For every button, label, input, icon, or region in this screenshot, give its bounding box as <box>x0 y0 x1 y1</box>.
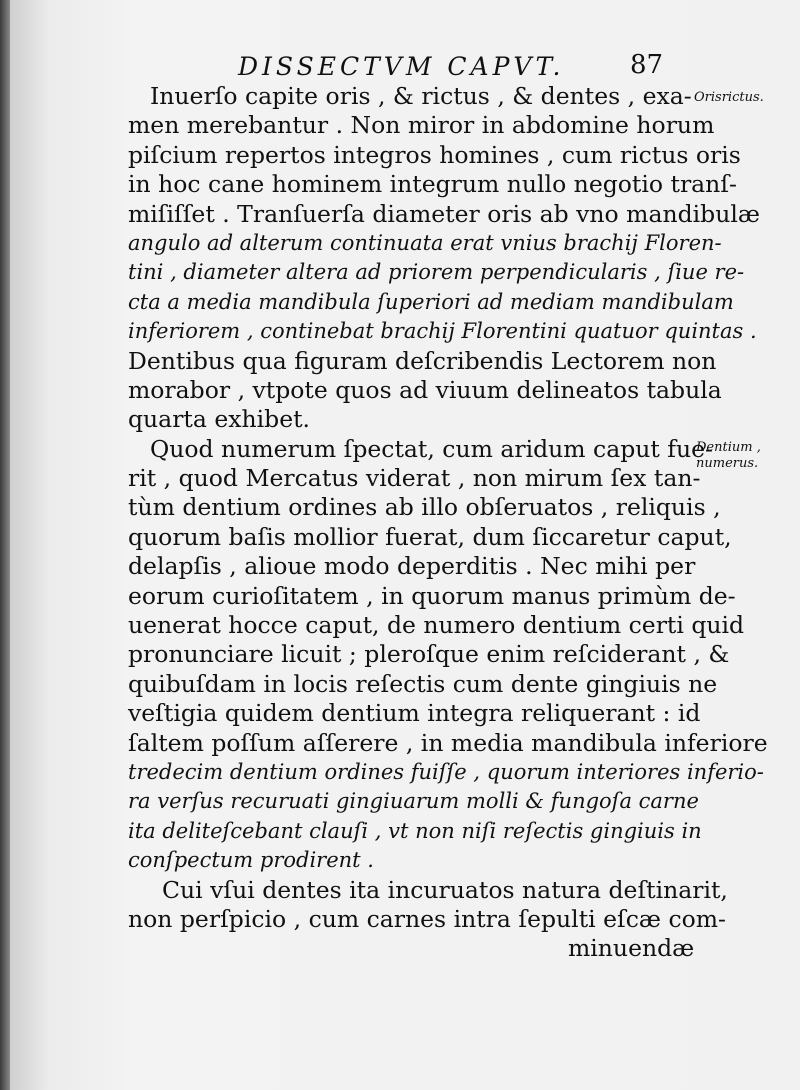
margin-note-line: Dentium , <box>696 440 761 455</box>
text-line: in hoc cane hominem integrum nullo negotio tranſ- <box>128 170 737 199</box>
text-line: quorum baſis mollior fuerat, dum ſiccaretur caput, <box>128 522 732 551</box>
page-number: 87 <box>630 50 664 80</box>
book-page <box>10 0 800 1090</box>
text-line: conſpectum prodirent . <box>128 848 374 873</box>
text-line: ita deliteſcebant clauſi , vt non niſi reſectis gingiuis in <box>128 818 702 843</box>
text-line: eorum curioſitatem , in quorum manus primùm de- <box>128 581 736 610</box>
running-title: DISSECTVM CAPVT. <box>238 52 565 81</box>
text-line: ſaltem poſſum aſſerere , in media mandibula inferiore <box>128 728 768 757</box>
text-line: veſtigia quidem dentium integra reliquerant : id <box>128 699 701 728</box>
text-line: angulo ad alterum continuata erat vnius brachij Floren- <box>128 230 722 255</box>
text-line: men merebantur . Non miror in abdomine horum <box>128 111 715 140</box>
margin-note-line: numerus. <box>696 456 759 471</box>
text-line: quarta exhibet. <box>128 405 311 434</box>
text-line: miſiſſet . Tranſuerſa diameter oris ab vno mandibulæ <box>128 199 760 228</box>
text-line: uenerat hocce caput, de numero dentium certi quid <box>128 611 745 640</box>
text-line: minuendæ <box>568 934 695 963</box>
margin-note-dentium-numerus <box>696 440 761 472</box>
text-line: morabor , vtpote quos ad viuum delineatos tabula <box>128 375 722 404</box>
text-line: Quod numerum ſpectat, cum aridum caput fue- <box>150 434 713 463</box>
text-line: tini , diameter altera ad priorem perpendicularis , ſiue re- <box>128 260 745 285</box>
text-line: rit , quod Mercatus viderat , non mirum ſex tan- <box>128 464 701 493</box>
text-line: Cui vſui dentes ita incuruatos natura deſtinarit, <box>162 875 728 904</box>
text-line: Dentibus qua figuram deſcribendis Lectorem non <box>128 346 717 375</box>
text-line: non perſpicio , cum carnes intra ſepulti eſcæ com- <box>128 904 726 933</box>
text-line: Inuerſo capite oris , & rictus , & dentes , exa- <box>150 82 692 110</box>
text-line: piſcium repertos integros homines , cum rictus oris <box>128 140 741 169</box>
text-line: inferiorem , continebat brachij Florentini quatuor quintas . <box>128 319 757 344</box>
running-header <box>238 52 678 81</box>
margin-note-oris-rictus: Orisrictus. <box>694 90 764 105</box>
text-line: tredecim dentium ordines fuiſſe , quorum interiores inferio- <box>128 759 764 784</box>
text-line: quibuſdam in locis reſectis cum dente gingiuis ne <box>128 669 718 698</box>
text-line: ra verſus recuruati gingiuarum molli & fungoſa carne <box>128 789 699 814</box>
text-line: pronunciare licuit ; pleroſque enim reſciderant , & <box>128 640 730 669</box>
text-line: cta a media mandibula ſuperiori ad mediam mandibulam <box>128 289 734 314</box>
text-line: delapſis , alioue modo deperditis . Nec mihi per <box>128 552 696 581</box>
book-spine-shadow <box>0 0 10 1090</box>
text-line: tùm dentium ordines ab illo obſeruatos , reliquis , <box>128 493 721 522</box>
